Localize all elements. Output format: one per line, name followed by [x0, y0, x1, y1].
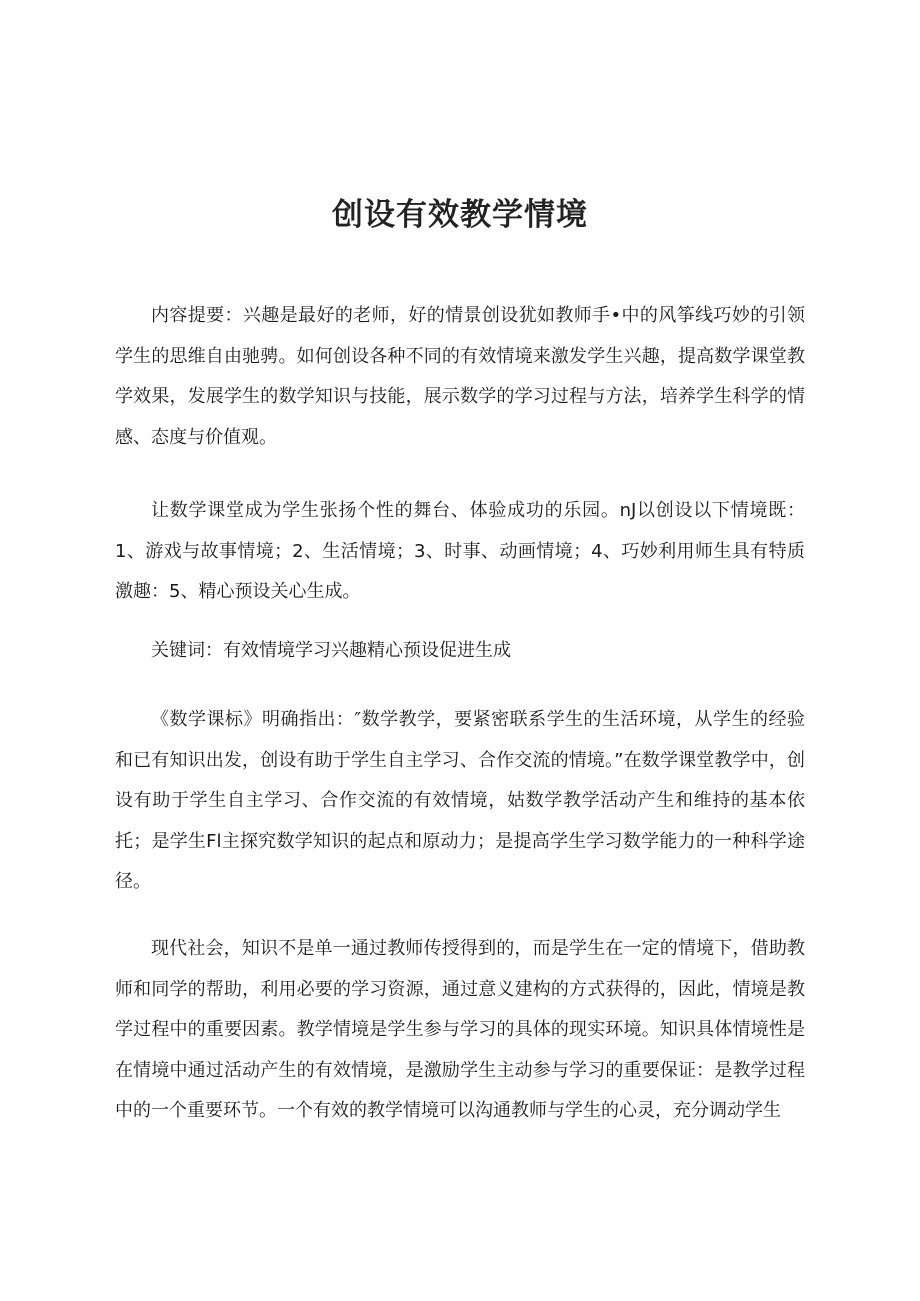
curriculum-paragraph: 《数学课标》明确指出：″数学教学，要紧密联系学生的生活环境，从学生的经验和已有知识出发，创设有助于学生自主学习、合作交流的情境。”在数学课堂教学中，创设有助于学生自主学习、合作交流的有效情境，姑数学教学活动产生和维持的基本依托；是学生Fl主探究数学知识的起点和原动力；是提高学生学习数学能力的一种科学途径。 [115, 709, 805, 892]
society-paragraph: 现代社会，知识不是单一通过教师传授得到的，而是学生在一定的情境下，借助教师和同学的帮助，利用必要的学习资源，通过意义建构的方式获得的，因此，情境是教学过程中的重要因素。教学情境是学生参与学习的具体的现实环境。知识具体情境性是在情境中通过活动产生的有效情境，是激励学生主动参与学习的重要保证：是教学过程中的一个重要环节。一个有效的教学情境可以沟通教师与学生的心灵，充分调动学生 [115, 938, 805, 1121]
summary-paragraph: 内容提要：兴趣是最好的老师，好的情景创设犹如教师手•中的风筝线巧妙的引领学生的思维自由驰骋。如何创设各种不同的有效情境来激发学生兴趣，提高数学课堂教学效果，发展学生的数学知识与技能，展示数学的学习过程与方法，培养学生科学的情感、态度与价值观。 [115, 305, 805, 448]
keywords-paragraph: 关键词：有效情境学习兴趣精心预设促进生成 [151, 640, 511, 661]
situations-paragraph: 让数学课堂成为学生张扬个性的舞台、体验成功的乐园。nJ以创设以下情境既：1、游戏与故事情境；2、生活情境；3、时事、动画情境；4、巧妙利用师生具有特质激趣：5、精心预设关心生成。 [115, 500, 805, 602]
page-title: 创设有效教学情境 [332, 196, 588, 233]
